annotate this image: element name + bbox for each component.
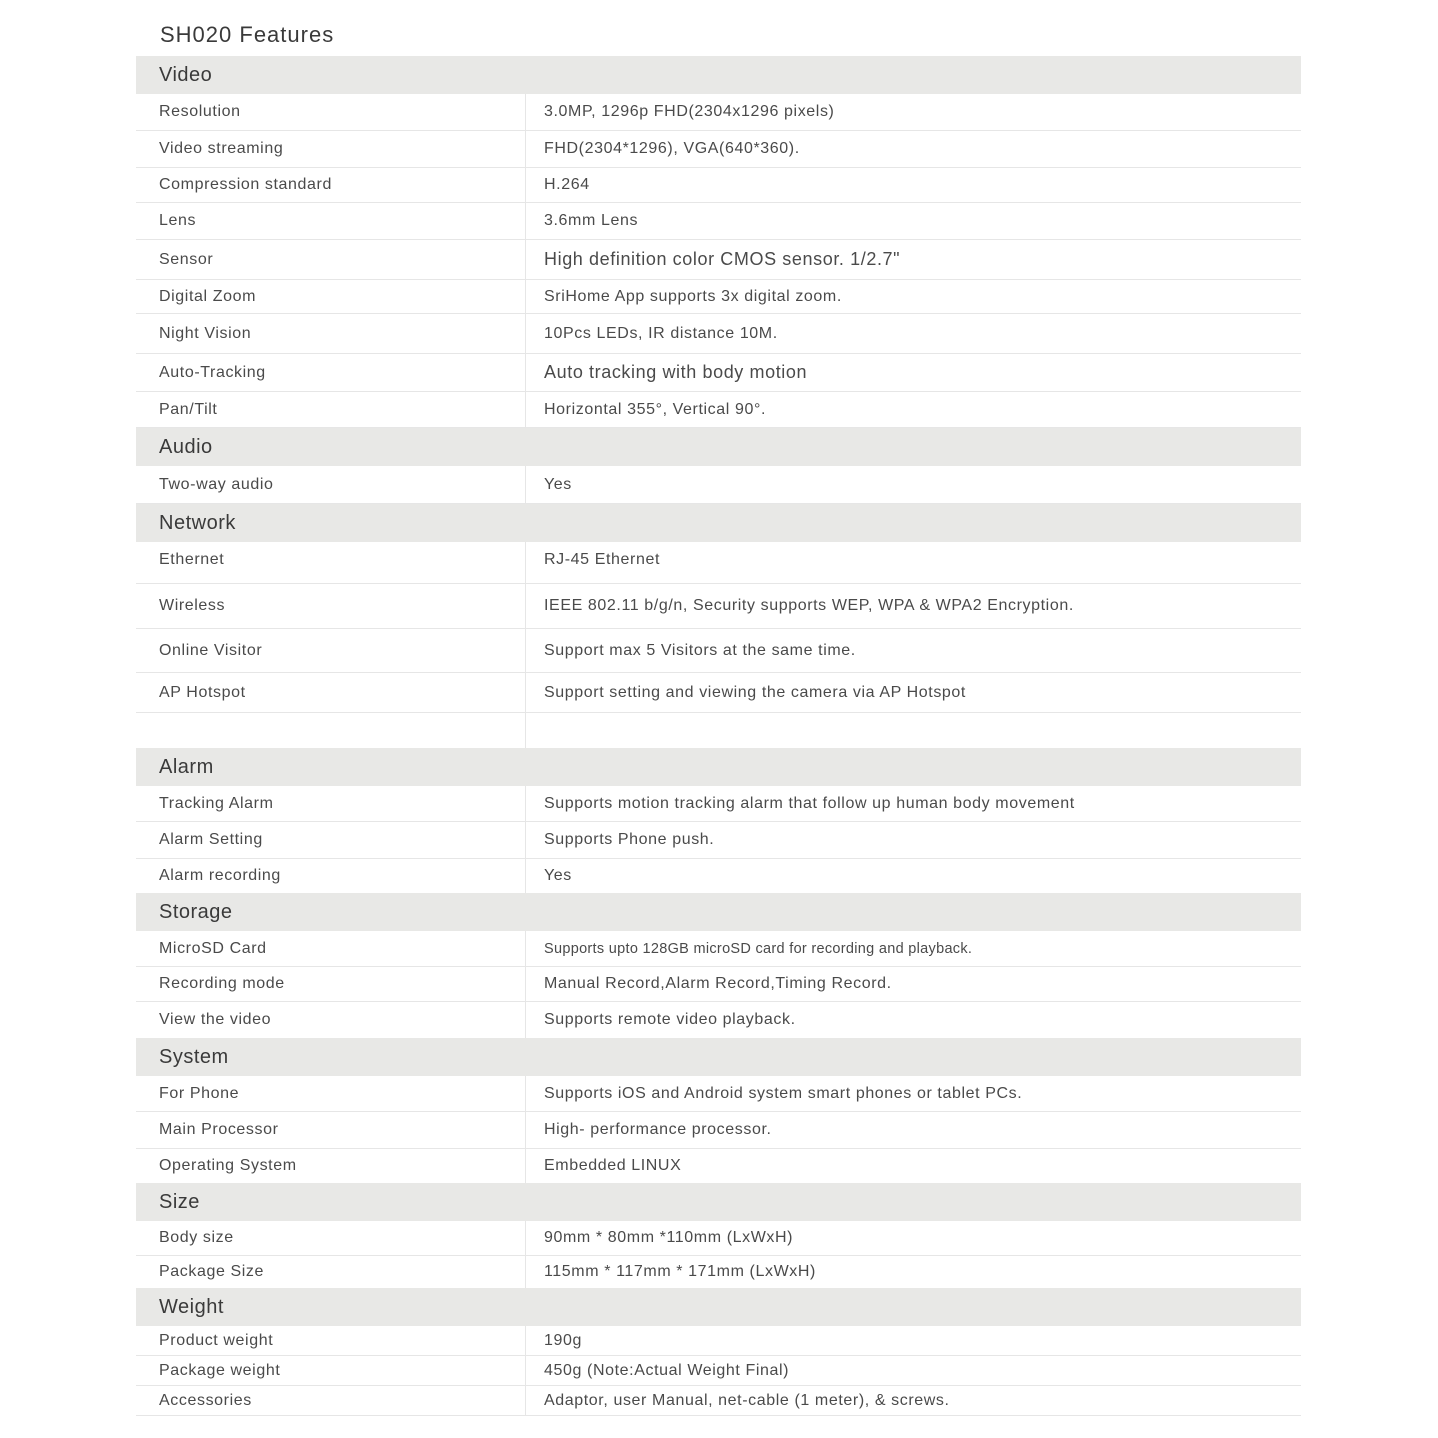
- row-value: IEEE 802.11 b/g/n, Security supports WEP, WPA & WPA2 Encryption.: [544, 597, 1074, 614]
- section-system: [136, 1038, 1301, 1183]
- row-label: Auto-Tracking: [136, 354, 526, 391]
- row-value: Supports motion tracking alarm that follow up human body movement: [544, 794, 1075, 812]
- table-row: [136, 822, 1301, 859]
- table-row: [136, 203, 1301, 240]
- table-row: [136, 240, 1301, 280]
- table-row: [136, 673, 1301, 713]
- row-value: Support max 5 Visitors at the same time.: [544, 641, 856, 659]
- table-row: [136, 1256, 1301, 1288]
- table-row: [136, 466, 1301, 504]
- row-value: Horizontal 355°, Vertical 90°.: [544, 400, 767, 418]
- row-label: Lens: [136, 203, 526, 239]
- row-label: For Phone: [136, 1076, 526, 1111]
- row-value: 3.6mm Lens: [544, 212, 639, 229]
- table-row: [136, 354, 1301, 392]
- row-value: 90mm * 80mm *110mm (LxWxH): [544, 1229, 794, 1246]
- section-video: [136, 56, 1301, 428]
- table-row: [136, 1386, 1301, 1416]
- row-label: Online Visitor: [136, 629, 526, 672]
- table-row: [136, 931, 1301, 967]
- section-header: System: [136, 1038, 1301, 1076]
- table-row: [136, 280, 1301, 314]
- section-size: [136, 1183, 1301, 1288]
- row-label: Sensor: [136, 240, 526, 279]
- row-label: Product weight: [136, 1326, 526, 1355]
- table-row: [136, 1076, 1301, 1112]
- row-label: Ethernet: [136, 542, 526, 583]
- row-label: Operating System: [136, 1149, 526, 1183]
- table-row: [136, 1002, 1301, 1038]
- table-row: [136, 1149, 1301, 1183]
- row-value: High- performance processor.: [544, 1121, 772, 1138]
- row-value: Manual Record,Alarm Record,Timing Record.: [544, 975, 892, 992]
- row-value: 450g (Note:Actual Weight Final): [544, 1361, 790, 1379]
- row-label: Package Size: [136, 1256, 526, 1288]
- section-alarm: [136, 748, 1301, 893]
- row-label: Two-way audio: [136, 466, 526, 503]
- row-label: Resolution: [136, 94, 526, 130]
- row-value: Adaptor, user Manual, net-cable (1 meter), & screws.: [544, 1391, 950, 1409]
- row-value: Supports upto 128GB microSD card for recording and playback.: [544, 940, 973, 957]
- row-value: Supports Phone push.: [544, 831, 715, 848]
- row-value: [526, 713, 1301, 748]
- row-value: FHD(2304*1296), VGA(640*360).: [544, 140, 800, 157]
- table-row: [136, 131, 1301, 168]
- row-value: H.264: [544, 176, 590, 193]
- table-row: [136, 629, 1301, 673]
- row-value: 115mm * 117mm * 171mm (LxWxH): [544, 1263, 816, 1280]
- row-label: Alarm Setting: [136, 822, 526, 858]
- table-row: [136, 542, 1301, 584]
- table-row: [136, 314, 1301, 354]
- row-value: High definition color CMOS sensor. 1/2.7": [544, 249, 901, 269]
- table-row: [136, 859, 1301, 893]
- table-row: [136, 168, 1301, 203]
- section-storage: [136, 893, 1301, 1038]
- row-label: Night Vision: [136, 314, 526, 353]
- row-label: Wireless: [136, 584, 526, 628]
- row-value: 3.0MP, 1296p FHD(2304x1296 pixels): [544, 103, 835, 120]
- table-row: [136, 392, 1301, 428]
- row-value: RJ-45 Ethernet: [544, 551, 661, 568]
- table-row: [136, 1356, 1301, 1386]
- section-header: Network: [136, 504, 1301, 542]
- row-value: 10Pcs LEDs, IR distance 10M.: [544, 324, 778, 342]
- row-value: Supports remote video playback.: [544, 1011, 796, 1028]
- section-header: Storage: [136, 893, 1301, 931]
- row-label: Body size: [136, 1221, 526, 1255]
- row-value: Yes: [544, 475, 572, 493]
- table-row: [136, 1221, 1301, 1256]
- row-label: Video streaming: [136, 131, 526, 167]
- row-value: Supports iOS and Android system smart phones or tablet PCs.: [544, 1084, 1023, 1102]
- row-value: 190g: [544, 1331, 582, 1349]
- page-title: SH020 Features: [160, 22, 335, 47]
- section-header: Alarm: [136, 748, 1301, 786]
- row-label: Tracking Alarm: [136, 786, 526, 821]
- table-row: [136, 1112, 1301, 1149]
- section-header: Weight: [136, 1288, 1301, 1326]
- row-label: Recording mode: [136, 967, 526, 1001]
- table-row: [136, 94, 1301, 131]
- row-label: View the video: [136, 1002, 526, 1038]
- row-label: Compression standard: [136, 168, 526, 202]
- section-header: Video: [136, 56, 1301, 94]
- table-row: [136, 786, 1301, 822]
- row-label: Alarm recording: [136, 859, 526, 893]
- row-label: Pan/Tilt: [136, 392, 526, 427]
- row-value: Yes: [544, 867, 572, 884]
- table-row: [136, 713, 1301, 748]
- table-row: [136, 1326, 1301, 1356]
- row-label: Accessories: [136, 1386, 526, 1415]
- row-value: SriHome App supports 3x digital zoom.: [544, 287, 842, 305]
- row-label: MicroSD Card: [136, 931, 526, 966]
- row-label: Digital Zoom: [136, 280, 526, 313]
- row-label: Package weight: [136, 1356, 526, 1385]
- row-value: Support setting and viewing the camera via AP Hotspot: [544, 683, 966, 701]
- row-value: Embedded LINUX: [544, 1157, 682, 1174]
- row-label: [136, 713, 526, 748]
- section-header: Size: [136, 1183, 1301, 1221]
- spec-table: [136, 56, 1301, 1416]
- table-row: [136, 584, 1301, 629]
- section-network: [136, 504, 1301, 748]
- section-header: Audio: [136, 428, 1301, 466]
- section-audio: [136, 428, 1301, 504]
- row-label: AP Hotspot: [136, 673, 526, 712]
- section-weight: [136, 1288, 1301, 1416]
- table-row: [136, 967, 1301, 1002]
- row-label: Main Processor: [136, 1112, 526, 1148]
- row-value: Auto tracking with body motion: [544, 362, 808, 382]
